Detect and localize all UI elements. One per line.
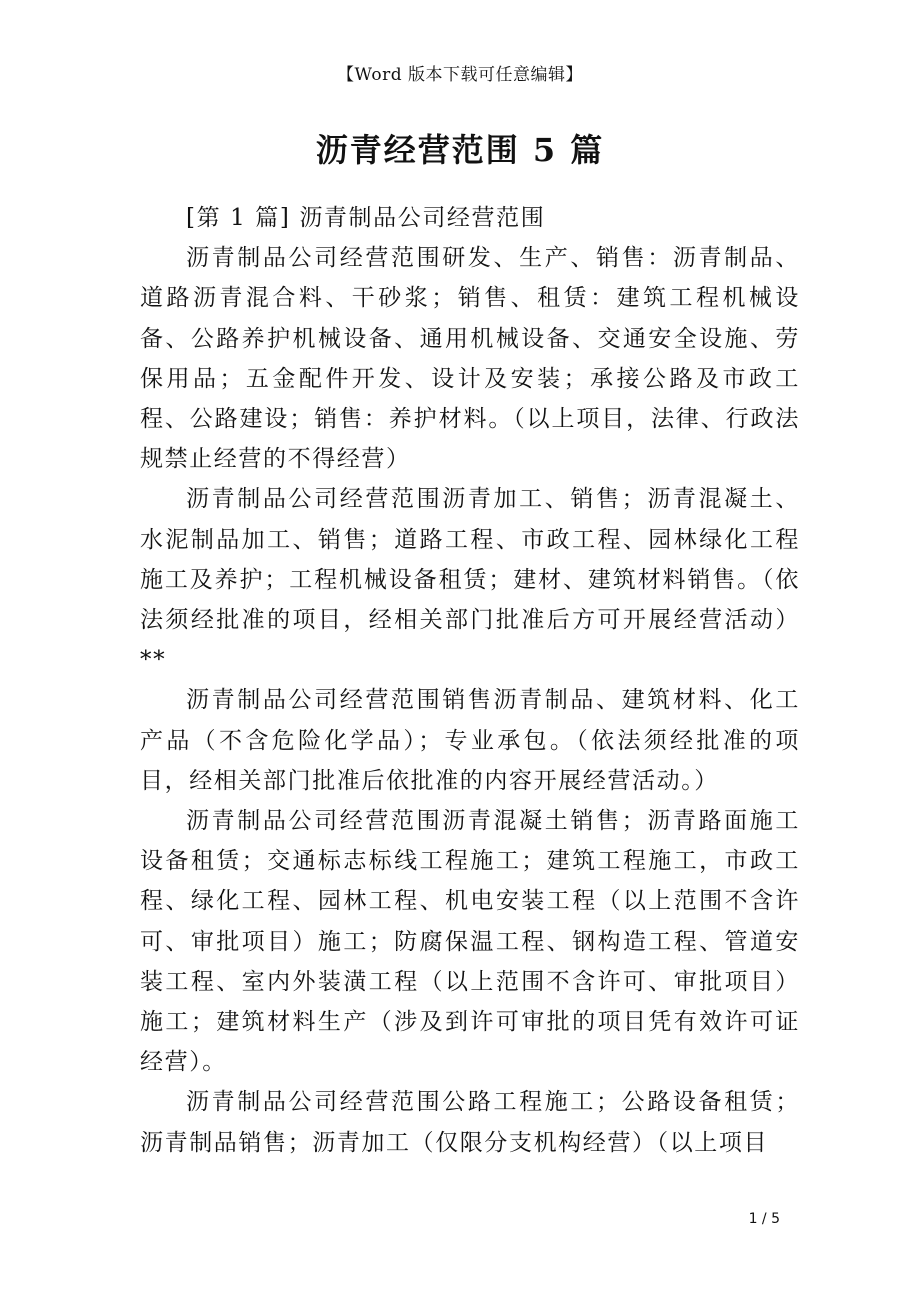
paragraph-4: 沥青制品公司经营范围沥青混凝土销售；沥青路面施工设备租赁；交通标志标线工程施工；建筑工程施工，市政工程、绿化工程、园林工程、机电安装工程（以上范围不含许可、审批项目）施工；防腐保温工程、钢构造工程、管道安装工程、室内外装潢工程（以上范围不含许可、审批项目）施工；建筑材料生产（涉及到许可审批的项目凭有效许可证经营）。 — [140, 808, 800, 1076]
document-title: 沥青经营范围 5 篇 — [315, 131, 605, 169]
page-number: 1 / 5 — [748, 1211, 780, 1227]
document-body — [140, 198, 800, 1163]
paragraph-2: 沥青制品公司经营范围沥青加工、销售；沥青混凝土、水泥制品加工、销售；道路工程、市政工程、园林绿化工程施工及养护；工程机械设备租赁；建材、建筑材料销售。（依法须经批准的项目，经相关部门批准后方可开展经营活动）** — [140, 486, 800, 674]
header-note: 【Word 版本下载可任意编辑】 — [337, 65, 583, 85]
paragraph-1: 沥青制品公司经营范围研发、生产、销售：沥青制品、道路沥青混合料、干砂浆；销售、租赁：建筑工程机械设备、公路养护机械设备、通用机械设备、交通安全设施、劳保用品；五金配件开发、设计及安装；承接公路及市政工程、公路建设；销售：养护材料。（以上项目，法律、行政法规禁止经营的不得经营） — [140, 245, 800, 473]
paragraph-3: 沥青制品公司经营范围销售沥青制品、建筑材料、化工产品（不含危险化学品）；专业承包。（依法须经批准的项目，经相关部门批准后依批准的内容开展经营活动。） — [140, 687, 800, 794]
paragraph-5: 沥青制品公司经营范围公路工程施工；公路设备租赁；沥青制品销售；沥青加工（仅限分支机构经营）（以上项目 — [140, 1089, 800, 1156]
section-heading: [第 1 篇] 沥青制品公司经营范围 — [186, 205, 546, 231]
